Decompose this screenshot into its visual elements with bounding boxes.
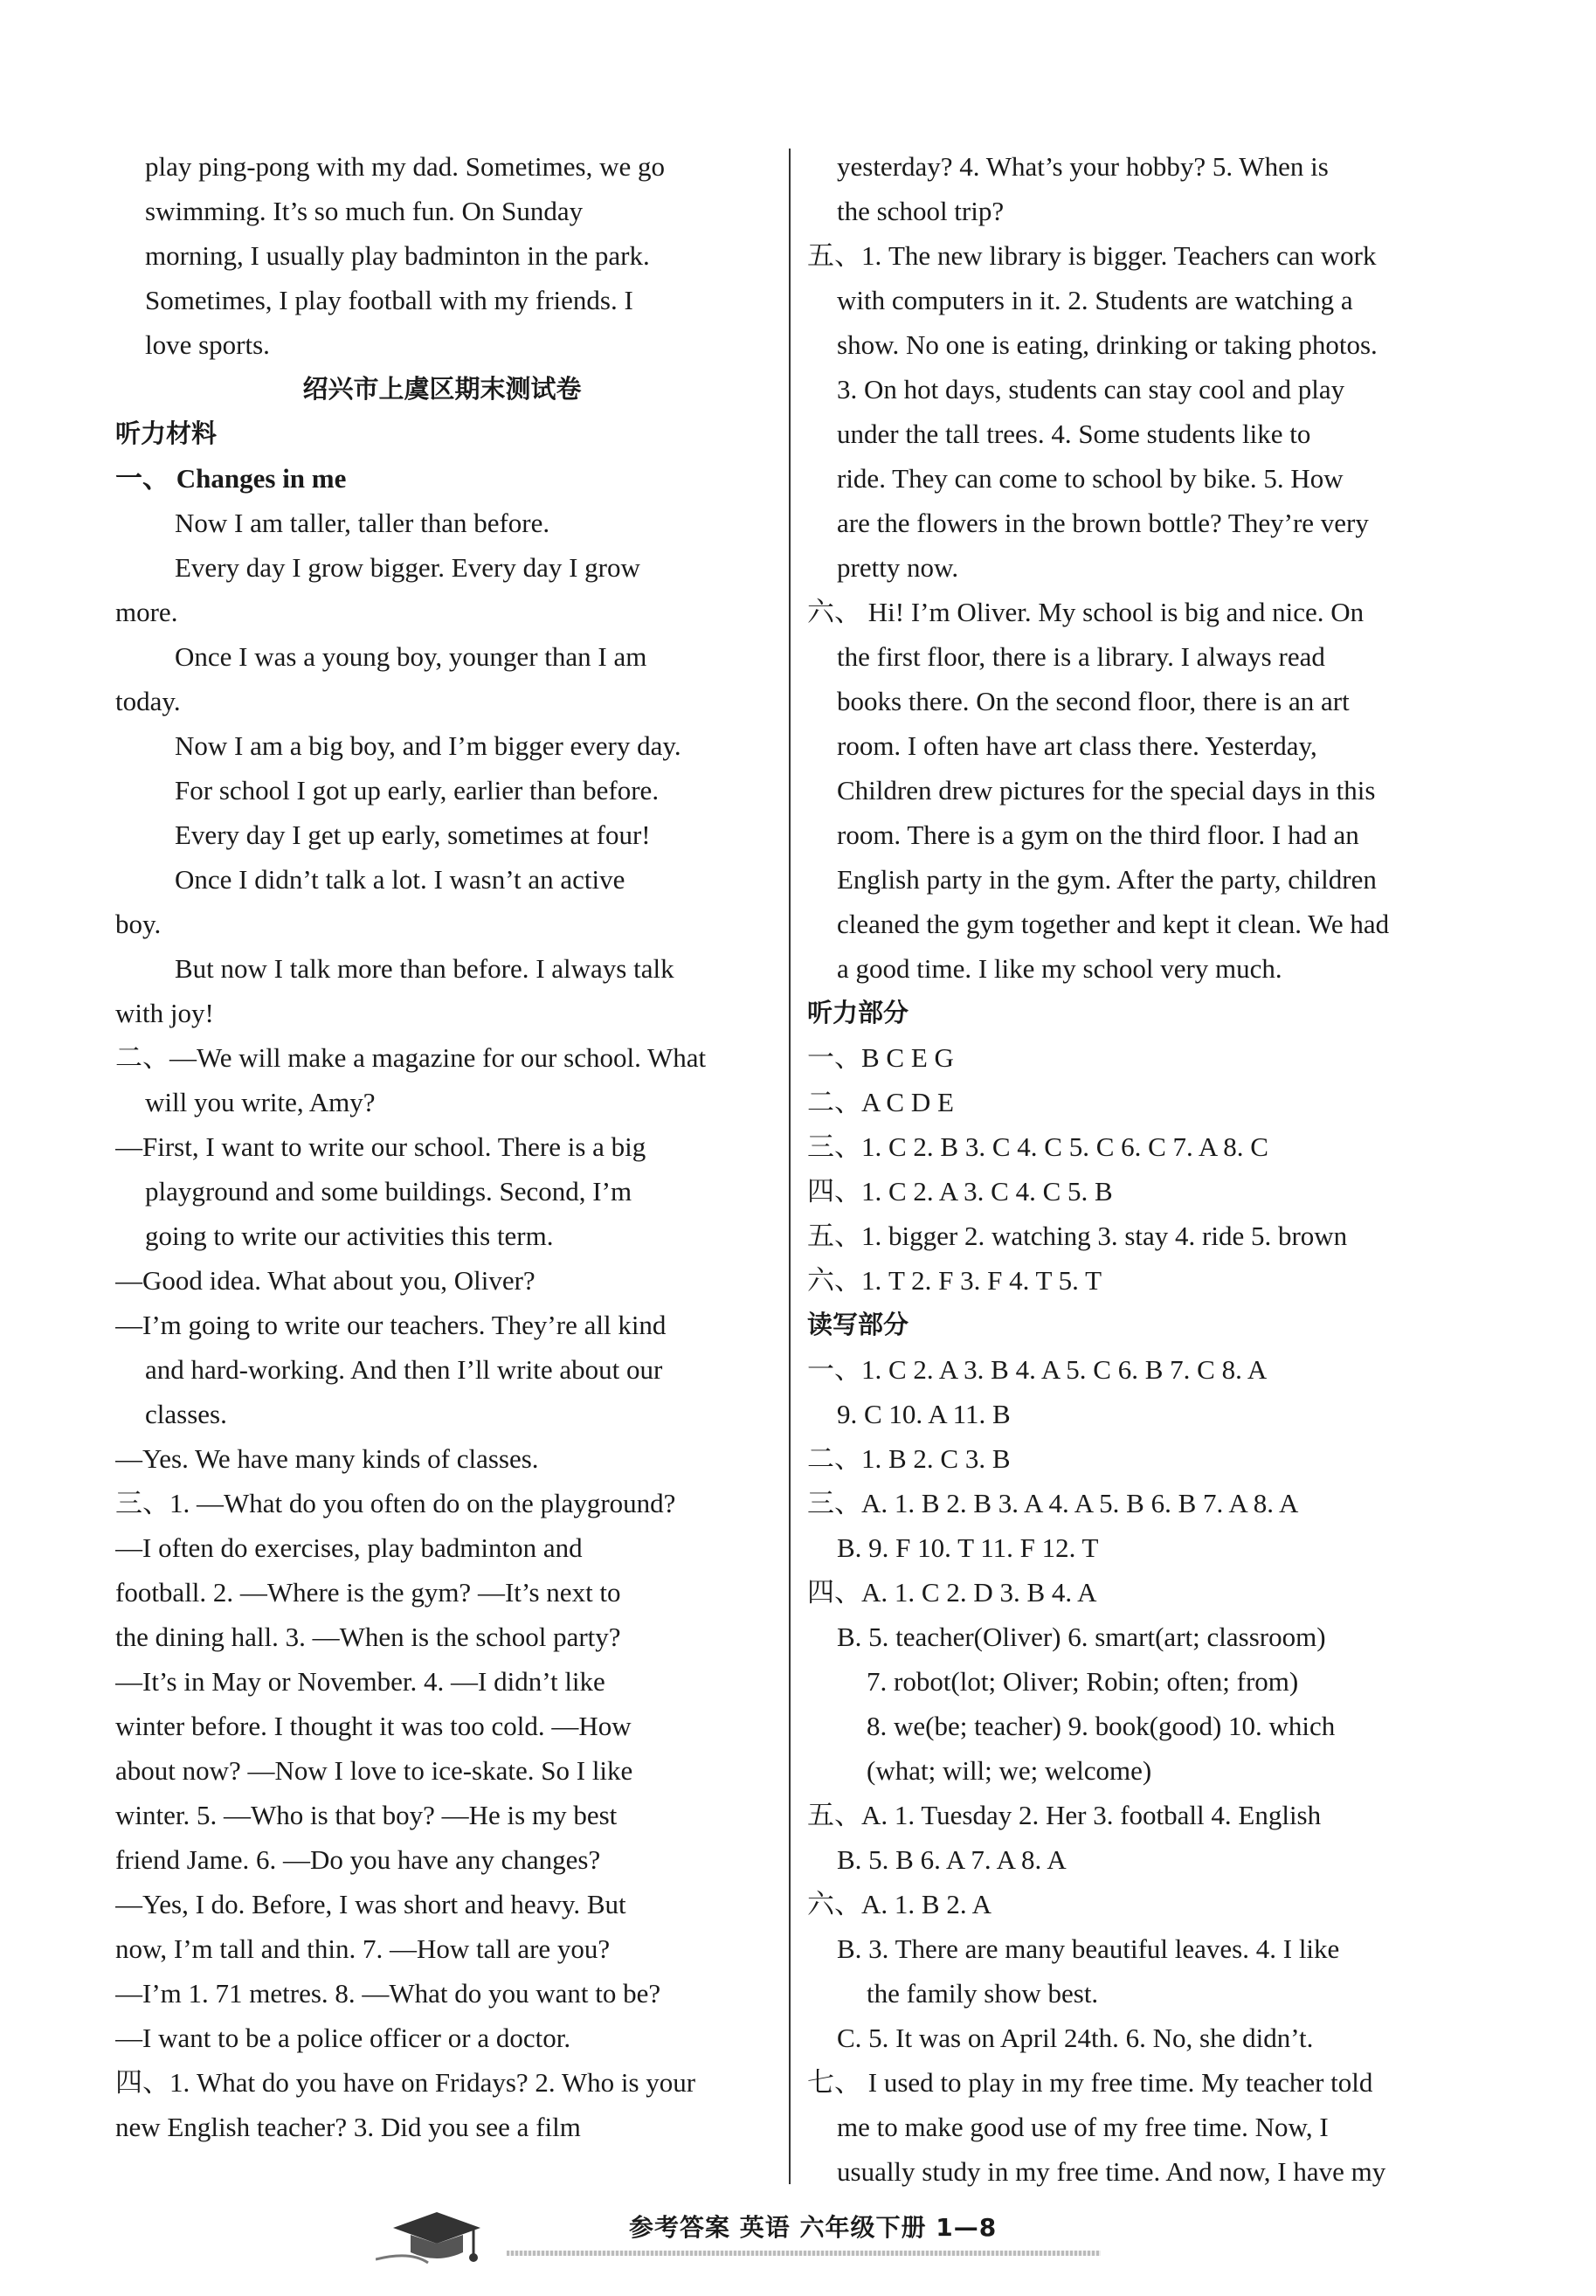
text-line: B. 3. There are many beautiful leaves. 4. I like — [837, 1933, 1340, 1964]
text-line: —I’m going to write our teachers. They’re all kind — [115, 1310, 667, 1340]
text-line: swimming. It’s so much fun. On Sunday — [145, 196, 584, 226]
text-line: the family show best. — [867, 1978, 1099, 2009]
text-line: Children drew pictures for the special days in this — [837, 775, 1376, 806]
text-line: But now I talk more than before. I always talk — [175, 953, 674, 984]
text-line: under the tall trees. 4. Some students like to — [837, 418, 1311, 449]
text-line: football. 2. —Where is the gym? —It’s next to — [115, 1577, 621, 1608]
text-line: morning, I usually play badminton in the park. — [145, 240, 650, 271]
text-line: 一、1. C 2. A 3. B 4. A 5. C 6. B 7. C 8. A — [807, 1354, 1268, 1385]
text-line: friend Jame. 6. —Do you have any changes? — [115, 1844, 601, 1875]
text-line: 一、B C E G — [807, 1042, 954, 1073]
text-line: usually study in my free time. And now, I have my — [837, 2156, 1386, 2187]
text-line: 7. robot(lot; Oliver; Robin; often; from) — [867, 1666, 1299, 1697]
text-line: yesterday? 4. What’s your hobby? 5. When is — [837, 151, 1329, 182]
text-line: 一、 Changes in me — [115, 463, 347, 494]
text-line: 8. we(be; teacher) 9. book(good) 10. which — [867, 1711, 1336, 1741]
text-line: today. — [115, 686, 181, 716]
text-line: —I want to be a police officer or a doctor. — [115, 2023, 571, 2053]
text-line: 三、1. C 2. B 3. C 4. C 5. C 6. C 7. A 8. C — [807, 1131, 1268, 1162]
text-line: Now I am a big boy, and I’m bigger every day. — [175, 730, 681, 761]
column-divider — [789, 149, 791, 2184]
text-line: 二、—We will make a magazine for our school. What — [115, 1042, 707, 1073]
text-line: 四、1. C 2. A 3. C 4. C 5. B — [807, 1176, 1113, 1207]
text-line: —I often do exercises, play badminton and — [115, 1532, 583, 1563]
text-line: books there. On the second floor, there is an art — [837, 686, 1350, 716]
text-line: —Yes, I do. Before, I was short and heavy. But — [115, 1889, 626, 1919]
text-line: play ping-pong with my dad. Sometimes, we go — [145, 151, 665, 182]
text-line: 二、A C D E — [807, 1087, 954, 1117]
text-line: Once I was a young boy, younger than I am — [175, 641, 647, 672]
text-line: going to write our activities this term. — [145, 1221, 554, 1251]
text-line: cleaned the gym together and kept it clean. We had — [837, 909, 1390, 939]
text-line: 听力材料 — [115, 418, 218, 448]
text-line: 五、A. 1. Tuesday 2. Her 3. football 4. English — [807, 1800, 1322, 1830]
text-line: 五、1. bigger 2. watching 3. stay 4. ride 5. brown — [807, 1221, 1348, 1251]
text-line: Every day I grow bigger. Every day I grow — [175, 552, 640, 583]
text-line: Now I am taller, taller than before. — [175, 508, 550, 538]
text-line: more. — [115, 597, 178, 627]
text-line: about now? —Now I love to ice-skate. So I like — [115, 1755, 633, 1786]
text-line: 五、1. The new library is bigger. Teachers can work — [807, 240, 1377, 271]
text-line: boy. — [115, 909, 162, 939]
text-line: B. 9. F 10. T 11. F 12. T — [837, 1532, 1099, 1563]
text-line: English party in the gym. After the party, children — [837, 864, 1377, 895]
text-line: show. No one is eating, drinking or taking photos. — [837, 329, 1378, 360]
text-line: For school I got up early, earlier than before. — [175, 775, 660, 806]
text-line: 四、A. 1. C 2. D 3. B 4. A — [807, 1577, 1097, 1608]
text-line: love sports. — [145, 329, 270, 360]
graduation-cap-icon — [376, 2202, 498, 2272]
footer-text: 参考答案 英语 六年级下册 1—8 — [629, 2213, 998, 2242]
text-line: 四、1. What do you have on Fridays? 2. Who is your — [115, 2067, 696, 2098]
text-line: new English teacher? 3. Did you see a film — [115, 2112, 581, 2142]
text-line: C. 5. It was on April 24th. 6. No, she didn’t. — [837, 2023, 1314, 2053]
text-line: will you write, Amy? — [145, 1087, 376, 1117]
text-line: 六、1. T 2. F 3. F 4. T 5. T — [807, 1265, 1102, 1296]
right-column — [807, 144, 1506, 2194]
text-line: 读写部分 — [807, 1310, 909, 1339]
text-line: 3. On hot days, students can stay cool and play — [837, 374, 1345, 405]
text-line: the school trip? — [837, 196, 1005, 226]
text-line: —Yes. We have many kinds of classes. — [115, 1443, 539, 1474]
left-column — [115, 144, 769, 2149]
text-line: B. 5. B 6. A 7. A 8. A — [837, 1844, 1067, 1875]
text-line: playground and some buildings. Second, I’m — [145, 1176, 632, 1207]
text-line: —It’s in May or November. 4. —I didn’t like — [115, 1666, 605, 1697]
text-line: winter before. I thought it was too cold. —How — [115, 1711, 632, 1741]
text-line: classes. — [145, 1399, 227, 1429]
text-line: with joy! — [115, 998, 214, 1028]
text-line: room. I often have art class there. Yesterday, — [837, 730, 1317, 761]
text-line: pretty now. — [837, 552, 959, 583]
text-line: 七、 I used to play in my free time. My teacher told — [807, 2067, 1373, 2098]
text-line: 二、1. B 2. C 3. B — [807, 1443, 1011, 1474]
text-line: 六、 Hi! I’m Oliver. My school is big and nice. On — [807, 597, 1365, 627]
text-line: 三、1. —What do you often do on the playground? — [115, 1488, 676, 1518]
text-line: a good time. I like my school very much. — [837, 953, 1282, 984]
text-line: 9. C 10. A 11. B — [837, 1399, 1011, 1429]
text-line: winter. 5. —Who is that boy? —He is my best — [115, 1800, 618, 1830]
text-line: the first floor, there is a library. I always read — [837, 641, 1325, 672]
text-line: —Good idea. What about you, Oliver? — [115, 1265, 535, 1296]
text-line: Sometimes, I play football with my friends. I — [145, 285, 633, 315]
text-line: now, I’m tall and thin. 7. —How tall are you? — [115, 1933, 611, 1964]
text-line: and hard-working. And then I’ll write about our — [145, 1354, 663, 1385]
text-line: 绍兴市上虞区期末测试卷 — [302, 374, 582, 404]
text-line: the dining hall. 3. —When is the school party? — [115, 1622, 621, 1652]
page-footer — [376, 2202, 1249, 2272]
text-line: ride. They can come to school by bike. 5. How — [837, 463, 1344, 494]
text-line: 六、A. 1. B 2. A — [807, 1889, 991, 1919]
text-line: B. 5. teacher(Oliver) 6. smart(art; classroom) — [837, 1622, 1326, 1652]
text-line: 听力部分 — [807, 998, 909, 1027]
text-line: are the flowers in the brown bottle? They’re very — [837, 508, 1369, 538]
footer-rule — [507, 2251, 1101, 2256]
text-line: me to make good use of my free time. Now, I — [837, 2112, 1329, 2142]
text-line: —First, I want to write our school. There is a big — [115, 1131, 646, 1162]
text-line: room. There is a gym on the third floor. I had an — [837, 820, 1359, 850]
text-line: (what; will; we; welcome) — [867, 1755, 1152, 1786]
text-line: 三、A. 1. B 2. B 3. A 4. A 5. B 6. B 7. A 8. A — [807, 1488, 1299, 1518]
text-line: Once I didn’t talk a lot. I wasn’t an active — [175, 864, 625, 895]
text-line: —I’m 1. 71 metres. 8. —What do you want to be? — [115, 1978, 661, 2009]
text-line: with computers in it. 2. Students are watching a — [837, 285, 1353, 315]
text-line: Every day I get up early, sometimes at four! — [175, 820, 651, 850]
